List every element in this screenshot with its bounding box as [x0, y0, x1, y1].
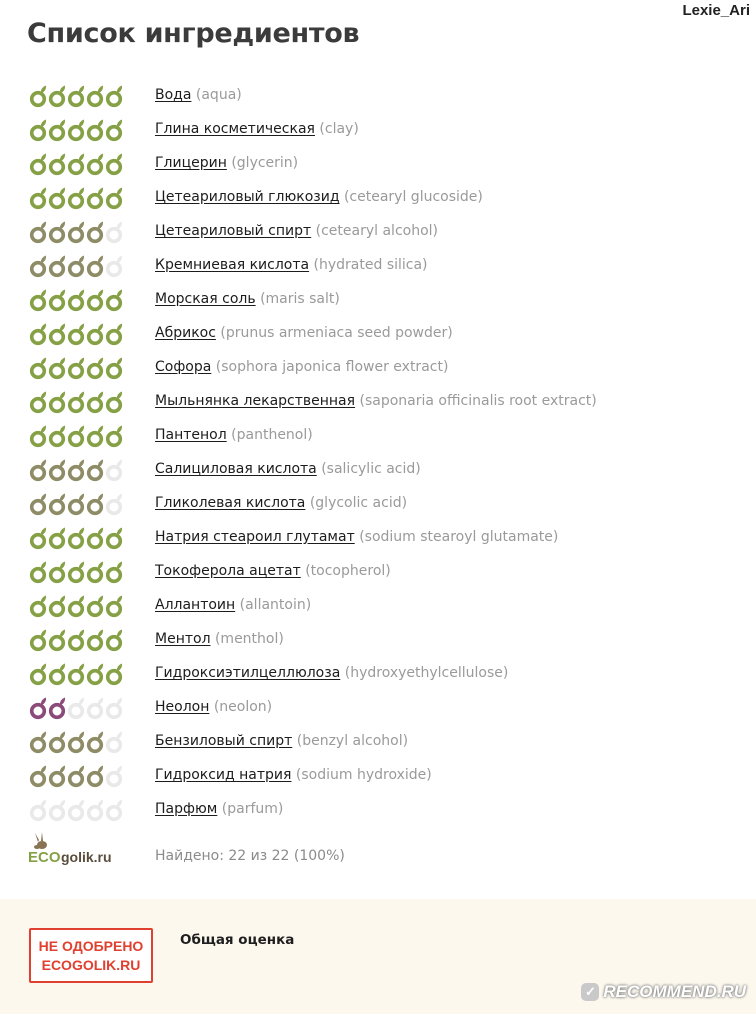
ingredient-name: [155, 494, 407, 512]
recommend-watermark: [581, 982, 746, 1002]
drop-icon: [70, 732, 84, 752]
ingredient-link[interactable]: Пантенол: [155, 427, 227, 443]
drop-icon: [51, 324, 65, 344]
ingredient-latin: (benzyl alcohol): [296, 733, 409, 749]
ingredient-link[interactable]: Гидроксиэтилцеллюлоза: [155, 665, 341, 681]
ingredient-latin: (glycolic acid): [309, 495, 408, 511]
drop-icon: [108, 732, 122, 752]
ingredient-link[interactable]: Неолон: [155, 699, 210, 715]
drop-icon: [70, 528, 84, 548]
drop-icon: [108, 766, 122, 786]
drop-icon: [70, 630, 84, 650]
ingredient-link[interactable]: Абрикос: [155, 325, 216, 341]
ingredient-row: [0, 282, 756, 316]
safety-rating-icons: [28, 84, 124, 108]
drop-icon: [89, 664, 103, 684]
safety-rating-icons: [28, 594, 124, 618]
ingredient-name: [155, 596, 311, 614]
drop-icon: [32, 358, 46, 378]
ingredient-name: [155, 630, 284, 648]
ingredient-row: [0, 452, 756, 486]
drop-icon: [89, 426, 103, 446]
ingredient-row: [0, 248, 756, 282]
ingredient-name: [155, 324, 453, 342]
safety-rating-icons: [28, 118, 124, 142]
drop-icon: [89, 698, 103, 718]
not-approved-stamp: [29, 928, 153, 983]
drop-icon: [108, 494, 122, 514]
drop-icon: [89, 154, 103, 174]
drop-icon: [89, 120, 103, 140]
ingredient-link[interactable]: Парфюм: [155, 801, 218, 817]
ingredient-link[interactable]: Кремниевая кислота: [155, 257, 310, 273]
drop-icon: [89, 766, 103, 786]
drop-icon: [70, 86, 84, 106]
ingredient-latin: (sophora japonica flower extract): [215, 359, 449, 375]
safety-rating-icons: [28, 696, 124, 720]
safety-rating-icons: [28, 458, 124, 482]
ingredient-name: [155, 800, 283, 818]
ingredient-name: [155, 664, 508, 682]
ingredient-link[interactable]: Токоферола ацетат: [155, 563, 301, 579]
safety-rating-icons: [28, 492, 124, 516]
ingredient-link[interactable]: Мыльнянка лекарственная: [155, 393, 356, 409]
ingredient-row: [0, 792, 756, 826]
ingredient-link[interactable]: Цетеариловый глюкозид: [155, 189, 340, 205]
ingredient-name: [155, 528, 558, 546]
ingredient-latin: (aqua): [195, 87, 242, 103]
drop-icon: [108, 460, 122, 480]
drop-icon: [89, 86, 103, 106]
drop-icon: [70, 154, 84, 174]
safety-rating-icons: [28, 730, 124, 754]
drop-icon: [32, 494, 46, 514]
ingredient-latin: (prunus armeniaca seed powder): [220, 325, 453, 341]
ingredient-name: [155, 426, 313, 444]
ingredient-row: [0, 112, 756, 146]
drop-icon: [32, 698, 46, 718]
ingredient-row: [0, 486, 756, 520]
safety-rating-icons: [28, 764, 124, 788]
ingredient-name: [155, 222, 438, 240]
drop-icon: [89, 596, 103, 616]
overall-rating-label: Общая оценка: [180, 932, 295, 948]
ingredient-link[interactable]: Салициловая кислота: [155, 461, 317, 477]
ingredient-latin: (cetearyl glucoside): [343, 189, 483, 205]
ecogolik-logo[interactable]: [28, 832, 128, 870]
drop-icon: [32, 664, 46, 684]
ingredient-latin: (salicylic acid): [321, 461, 421, 477]
drop-icon: [89, 460, 103, 480]
recommend-logo-icon: ✓: [581, 983, 599, 1001]
safety-rating-icons: [28, 424, 124, 448]
safety-rating-icons: [28, 798, 124, 822]
ingredient-row: [0, 554, 756, 588]
drop-icon: [70, 358, 84, 378]
watermark-text: RECOMMEND.RU: [603, 982, 746, 1001]
drop-icon: [70, 324, 84, 344]
drop-icon: [32, 256, 46, 276]
drop-icon: [108, 324, 122, 344]
svg-text:golik.ru: golik.ru: [61, 849, 112, 865]
drop-icon: [51, 460, 65, 480]
ingredient-row: [0, 214, 756, 248]
drop-icon: [89, 528, 103, 548]
drop-icon: [32, 154, 46, 174]
ingredient-name: [155, 188, 483, 206]
drop-icon: [89, 324, 103, 344]
ingredient-link[interactable]: Морская соль: [155, 291, 256, 307]
username[interactable]: Lexie_Ari: [682, 2, 750, 19]
drop-icon: [32, 120, 46, 140]
ingredient-name: [155, 562, 391, 580]
drop-icon: [51, 256, 65, 276]
drop-icon: [108, 392, 122, 412]
drop-icon: [32, 290, 46, 310]
drop-icon: [89, 392, 103, 412]
safety-rating-icons: [28, 662, 124, 686]
drop-icon: [89, 732, 103, 752]
drop-icon: [51, 222, 65, 242]
ingredient-latin: (menthol): [214, 631, 284, 647]
ingredient-latin: (hydroxyethylcellulose): [344, 665, 509, 681]
ingredient-latin: (tocopherol): [305, 563, 391, 579]
ingredient-row: [0, 724, 756, 758]
ingredient-link[interactable]: Гликолевая кислота: [155, 495, 306, 511]
drop-icon: [32, 324, 46, 344]
drop-icon: [89, 800, 103, 820]
ingredient-link[interactable]: Глицерин: [155, 155, 227, 171]
drop-icon: [32, 528, 46, 548]
drop-icon: [108, 290, 122, 310]
drop-icon: [32, 562, 46, 582]
drop-icon: [108, 256, 122, 276]
drop-icon: [51, 358, 65, 378]
ingredient-link[interactable]: Натрия стеароил глутамат: [155, 529, 355, 545]
drop-icon: [51, 698, 65, 718]
stamp-line-2: ECOGOLIK.RU: [41, 956, 141, 973]
drop-icon: [51, 528, 65, 548]
drop-icon: [32, 766, 46, 786]
ingredient-name: [155, 358, 448, 376]
ingredient-latin: (cetearyl alcohol): [315, 223, 438, 239]
drop-icon: [89, 290, 103, 310]
ingredient-link[interactable]: Цетеариловый спирт: [155, 223, 312, 239]
safety-rating-icons: [28, 186, 124, 210]
drop-icon: [108, 800, 122, 820]
safety-rating-icons: [28, 152, 124, 176]
ingredient-latin: (allantoin): [239, 597, 312, 613]
ingredient-latin: (saponaria officinalis root extract): [359, 393, 597, 409]
drop-icon: [70, 290, 84, 310]
ingredient-list: [0, 78, 756, 826]
drop-icon: [108, 120, 122, 140]
ingredient-link[interactable]: Ментол: [155, 631, 211, 647]
ingredient-latin: (hydrated silica): [313, 257, 428, 273]
drop-icon: [70, 562, 84, 582]
drop-icon: [108, 426, 122, 446]
drop-icon: [32, 596, 46, 616]
drop-icon: [51, 154, 65, 174]
drop-icon: [108, 188, 122, 208]
found-count: Найдено: 22 из 22 (100%): [155, 848, 345, 864]
safety-rating-icons: [28, 560, 124, 584]
ingredient-latin: (parfum): [221, 801, 284, 817]
ingredient-row: [0, 656, 756, 690]
drop-icon: [32, 426, 46, 446]
ingredient-name: [155, 392, 597, 410]
ingredient-name: [155, 766, 432, 784]
drop-icon: [51, 120, 65, 140]
safety-rating-icons: [28, 390, 124, 414]
ingredient-row: [0, 418, 756, 452]
drop-icon: [70, 766, 84, 786]
drop-icon: [89, 630, 103, 650]
drop-icon: [51, 188, 65, 208]
ingredient-name: [155, 86, 242, 104]
drop-icon: [108, 596, 122, 616]
ingredient-row: [0, 350, 756, 384]
stamp-line-1: НЕ ОДОБРЕНО: [38, 937, 144, 954]
drop-icon: [70, 222, 84, 242]
drop-icon: [70, 188, 84, 208]
ingredient-name: [155, 460, 421, 478]
ingredient-link[interactable]: Аллантоин: [155, 597, 236, 613]
safety-rating-icons: [28, 322, 124, 346]
ingredient-link[interactable]: Софора: [155, 359, 212, 375]
ingredient-row: [0, 384, 756, 418]
drop-icon: [70, 460, 84, 480]
drop-icon: [70, 800, 84, 820]
ingredient-name: [155, 256, 428, 274]
safety-rating-icons: [28, 628, 124, 652]
safety-rating-icons: [28, 254, 124, 278]
ingredient-latin: (maris salt): [260, 291, 340, 307]
drop-icon: [70, 494, 84, 514]
safety-rating-icons: [28, 288, 124, 312]
ingredient-row: [0, 78, 756, 112]
ingredient-row: [0, 180, 756, 214]
drop-icon: [51, 766, 65, 786]
drop-icon: [70, 256, 84, 276]
drop-icon: [32, 188, 46, 208]
ingredient-link[interactable]: Гидроксид натрия: [155, 767, 292, 783]
ingredient-name: [155, 120, 359, 138]
drop-icon: [70, 664, 84, 684]
drop-icon: [51, 664, 65, 684]
drop-icon: [32, 732, 46, 752]
drop-icon: [108, 630, 122, 650]
ingredient-link[interactable]: Глина косметическая: [155, 121, 315, 137]
ingredient-link[interactable]: Бензиловый спирт: [155, 733, 293, 749]
ingredient-latin: (panthenol): [231, 427, 313, 443]
ingredient-name: [155, 698, 272, 716]
ingredient-latin: (sodium hydroxide): [295, 767, 432, 783]
drop-icon: [51, 290, 65, 310]
svg-text:ECO: ECO: [28, 849, 61, 866]
ingredient-latin: (glycerin): [231, 155, 299, 171]
safety-rating-icons: [28, 526, 124, 550]
safety-rating-icons: [28, 220, 124, 244]
drop-icon: [51, 392, 65, 412]
drop-icon: [89, 562, 103, 582]
drop-icon: [51, 562, 65, 582]
drop-icon: [89, 358, 103, 378]
drop-icon: [51, 86, 65, 106]
drop-icon: [51, 630, 65, 650]
drop-icon: [89, 256, 103, 276]
drop-icon: [70, 392, 84, 412]
verdict-panel: [0, 899, 756, 1014]
drop-icon: [51, 596, 65, 616]
list-footer: [0, 832, 756, 872]
drop-icon: [108, 562, 122, 582]
ingredient-row: [0, 146, 756, 180]
ingredient-name: [155, 732, 408, 750]
drop-icon: [89, 188, 103, 208]
ingredient-row: [0, 520, 756, 554]
ingredient-latin: (sodium stearoyl glutamate): [359, 529, 559, 545]
drop-icon: [32, 86, 46, 106]
ingredient-row: [0, 690, 756, 724]
ingredient-link[interactable]: Вода: [155, 87, 192, 103]
drop-icon: [108, 528, 122, 548]
drop-icon: [51, 732, 65, 752]
ingredient-row: [0, 622, 756, 656]
drop-icon: [51, 494, 65, 514]
drop-icon: [108, 86, 122, 106]
drop-icon: [70, 596, 84, 616]
drop-icon: [32, 630, 46, 650]
safety-rating-icons: [28, 356, 124, 380]
drop-icon: [70, 120, 84, 140]
drop-icon: [108, 154, 122, 174]
ingredient-name: [155, 290, 340, 308]
ingredient-name: [155, 154, 298, 172]
drop-icon: [70, 698, 84, 718]
ingredient-row: [0, 588, 756, 622]
ingredient-latin: (neolon): [213, 699, 273, 715]
drop-icon: [89, 494, 103, 514]
drop-icon: [32, 460, 46, 480]
ingredient-row: [0, 758, 756, 792]
drop-icon: [108, 358, 122, 378]
drop-icon: [108, 222, 122, 242]
drop-icon: [51, 426, 65, 446]
drop-icon: [89, 222, 103, 242]
drop-icon: [32, 392, 46, 412]
drop-icon: [108, 698, 122, 718]
drop-icon: [108, 664, 122, 684]
page-title: Список ингредиентов: [27, 18, 360, 49]
ingredient-latin: (clay): [319, 121, 359, 137]
drop-icon: [70, 426, 84, 446]
drop-icon: [32, 800, 46, 820]
ingredient-row: [0, 316, 756, 350]
drop-icon: [32, 222, 46, 242]
drop-icon: [51, 800, 65, 820]
